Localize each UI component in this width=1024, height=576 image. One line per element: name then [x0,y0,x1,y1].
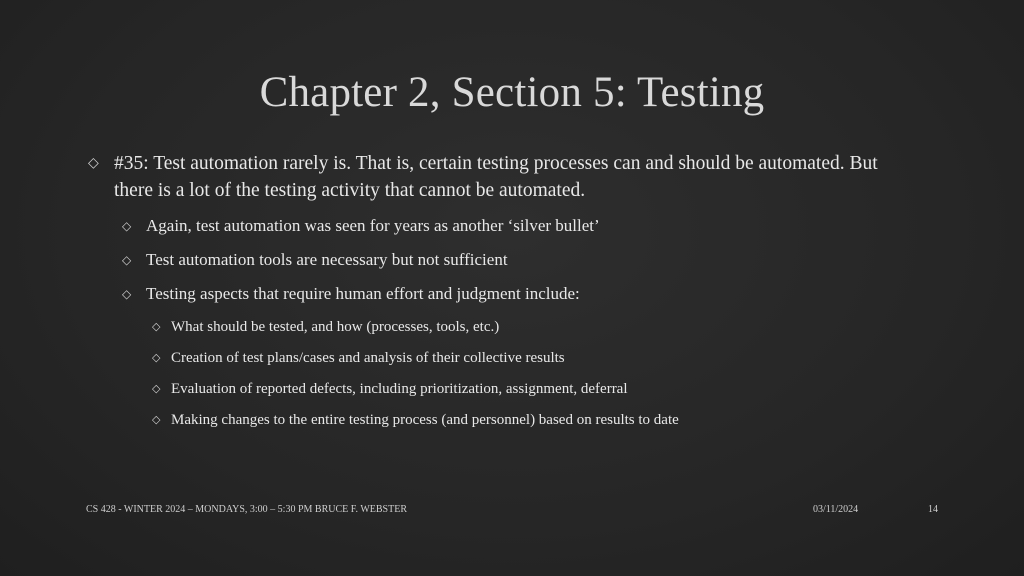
bullet-text: Again, test automation was seen for years as another ‘silver bullet’ [146,216,600,235]
bullet-item-1 [86,150,886,204]
bullet-text: Making changes to the entire testing process (and personnel) based on results to date [171,412,679,428]
bullet-item-4 [86,283,886,305]
bullet-text: Evaluation of reported defects, including prioritization, assignment, deferral [171,381,628,397]
slide-title: Chapter 2, Section 5: Testing [259,69,765,116]
bullet-item-8 [86,410,886,430]
diamond-bullet-icon: ◇ [152,321,161,333]
bullet-item-3 [86,249,886,271]
bullet-text: Test automation tools are necessary but not sufficient [146,250,508,269]
bullet-text: #35: Test automation rarely is. That is, certain testing processes can and should be automated. But there is a lot of the testing activity that cannot be automated. [114,153,878,201]
bullet-item-2 [86,215,886,237]
bullet-text: What should be tested, and how (processes, tools, etc.) [171,319,500,335]
footer-date: 03/11/2024 [813,504,859,515]
bullet-item-6 [86,348,886,368]
diamond-bullet-icon: ◇ [88,156,99,171]
diamond-bullet-icon: ◇ [152,352,161,364]
footer-course-info: CS 428 - WINTER 2024 – MONDAYS, 3:00 – 5:30 PM BRUCE F. WEBSTER [86,504,407,515]
diamond-bullet-icon: ◇ [122,253,132,267]
bullet-item-7 [86,379,886,399]
diamond-bullet-icon: ◇ [152,414,161,426]
bullet-item-5 [86,317,886,337]
bullet-list [86,150,886,441]
footer-page-number: 14 [928,504,938,515]
diamond-bullet-icon: ◇ [122,287,132,301]
bullet-text: Creation of test plans/cases and analysis of their collective results [171,350,565,366]
diamond-bullet-icon: ◇ [152,383,161,395]
diamond-bullet-icon: ◇ [122,219,132,233]
bullet-text: Testing aspects that require human effort and judgment include: [146,284,580,303]
